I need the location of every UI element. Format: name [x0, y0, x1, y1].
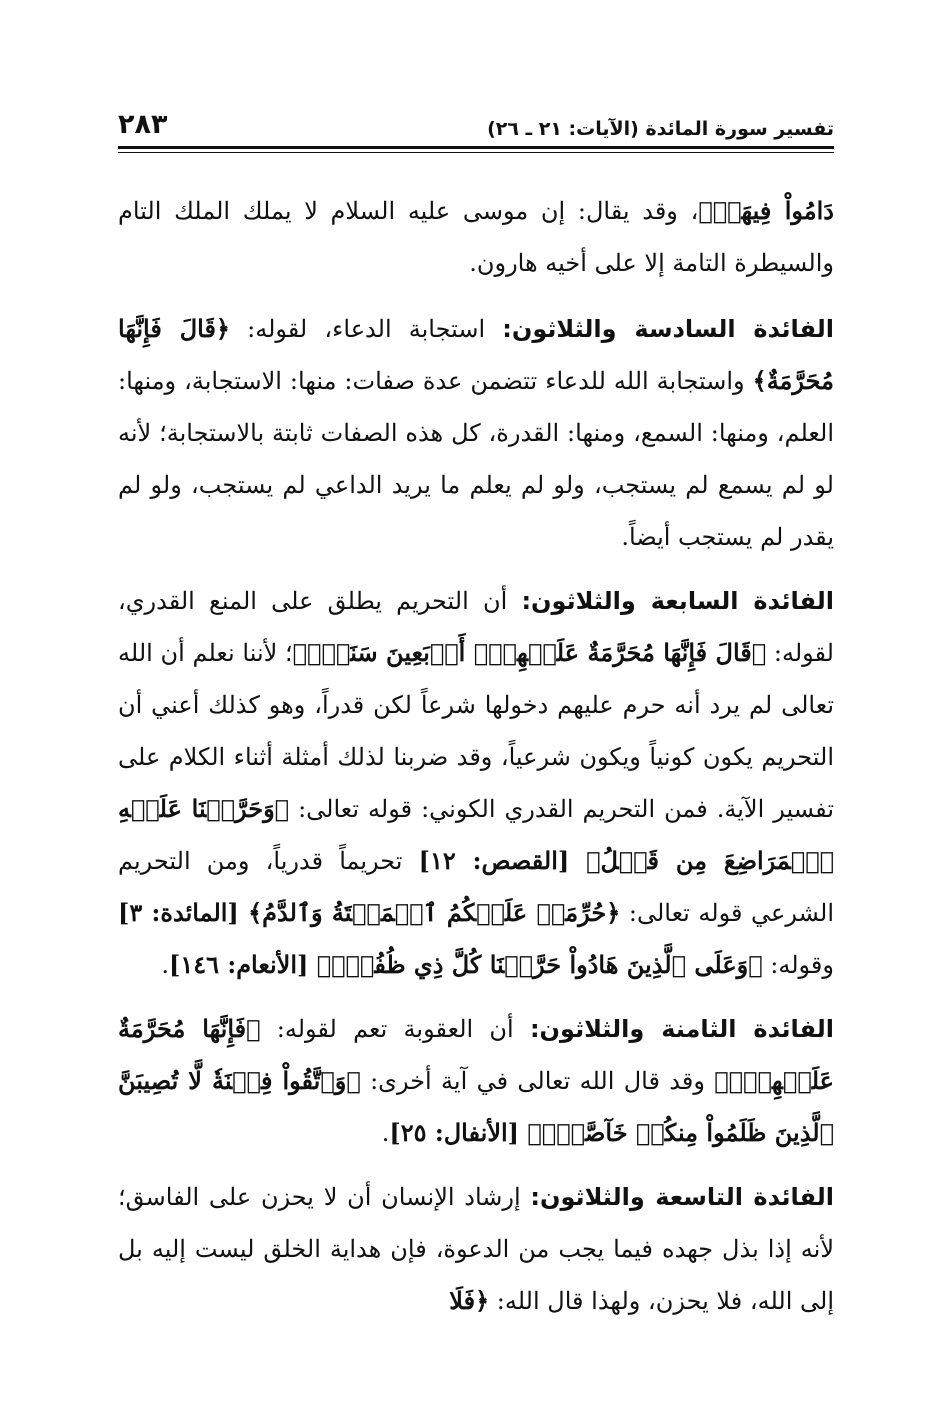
- body-text: [118, 185, 834, 1327]
- header-rule-thick: [118, 146, 834, 149]
- paragraph-benefit-36: [118, 303, 834, 563]
- body-text-run: .: [161, 951, 169, 979]
- body-text-run: وقوله:: [762, 951, 834, 979]
- quran-verse: ﴿قَالَ فَإِنَّهَا مُحَرَّمَةٌ﴾: [118, 314, 834, 395]
- verse-reference: [المائدة: ٣]: [118, 898, 249, 927]
- body-text-run: تحريماً قدرياً، ومن التحريم الشرعي قوله تعالى:: [118, 847, 835, 927]
- verse-reference: [القصص: ١٢]: [418, 846, 587, 875]
- paragraph-benefit-39: [118, 1171, 834, 1327]
- paragraph-continuation: [118, 185, 834, 289]
- body-text-run: أن التحريم يطلق على المنع القدري، لقوله:: [118, 587, 834, 667]
- paragraph-benefit-38: [118, 1003, 834, 1159]
- body-text-run: ، وقد يقال: إن موسى عليه السلام لا يملك الملك التام والسيطرة التامة إلا على أخيه هارون.: [118, 197, 834, 277]
- verse-reference: [الأنعام: ١٤٦]: [168, 950, 317, 979]
- body-text-run: واستجابة الله للدعاء تتضمن عدة صفات: منها: الاستجابة، ومنها: العلم، ومنها: السمع، ومنها: القدرة، كل هذه الصفات ثابتة بالاستجابة؛ لأنه لو لم يسمع لم يستجب، ولو لم يعلم ما يريد الداعي لم يستجب، ولو لم يقدر لم يستجب أيضاً.: [118, 367, 834, 551]
- page-number: ٢٨٣: [118, 109, 168, 140]
- quran-verse: ﴿وَعَلَى ٱلَّذِينَ هَادُواْ حَرَّمۡنَا كُلَّ ذِي ظُفُرٖۖ﴾: [316, 950, 763, 979]
- quran-verse: ﴿قَالَ فَإِنَّهَا مُحَرَّمَةٌ عَلَيۡهِمۡۛ أَرۡبَعِينَ سَنَةٗۛ﴾: [292, 638, 767, 667]
- verse-reference: [الأنفال: ٢٥]: [389, 1118, 528, 1147]
- page-header: [118, 96, 834, 140]
- quran-verse: دَامُواْ فِيهَاۖ﴾: [698, 196, 834, 225]
- book-page: [118, 96, 834, 1339]
- quran-verse: ﴿فَلَا: [449, 1286, 490, 1315]
- body-text-run: استجابة الدعاء، لقوله:: [229, 315, 503, 343]
- quran-verse: ﴿حُرِّمَتۡ عَلَيۡكُمُ ٱلۡمَيۡتَةُ وَٱلدَّمُ﴾: [248, 898, 621, 927]
- quran-verse: ﴿وَٱتَّقُواْ فِتۡنَةٗ لَّا تُصِيبَنَّ ٱلَّذِينَ ظَلَمُواْ مِنكُمۡ خَآصَّةٗۖ﴾: [118, 1066, 834, 1147]
- benefit-heading: الفائدة السادسة والثلاثون:: [502, 315, 834, 343]
- benefit-heading: الفائدة السابعة والثلاثون:: [521, 587, 834, 615]
- running-title: تفسير سورة المائدة (الآيات: ٢١ ـ ٢٦): [487, 118, 834, 140]
- benefit-heading: الفائدة التاسعة والثلاثون:: [530, 1183, 834, 1211]
- quran-verse: ﴿وَحَرَّمۡنَا عَلَيۡهِ ٱلۡمَرَاضِعَ مِن قَبۡلُ﴾: [118, 794, 834, 875]
- body-text-run: .: [381, 1119, 390, 1147]
- quran-verse: ﴿فَإِنَّهَا مُحَرَّمَةٌ عَلَيۡهِمۡۛ﴾: [118, 1014, 834, 1095]
- header-rule-thin: [118, 152, 834, 153]
- body-text-run: إرشاد الإنسان أن لا يحزن على الفاسق؛ لأنه إذا بذل جهده فيما يجب من الدعوة، فإن هداية الخلق ليست إليه بل إلى الله، فلا يحزن، ولهذا قال الله:: [118, 1183, 834, 1315]
- body-text-run: أن العقوبة تعم لقوله:: [260, 1015, 530, 1043]
- body-text-run: ؛ لأننا نعلم أن الله تعالى لم يرد أنه حرم عليهم دخولها شرعاً لكن قدراً، وهو كذلك أعني أن التحريم يكون كونياً ويكون شرعياً، وقد ضربنا لذلك أمثلة أثناء الكلام على تفسير الآية. فمن التحريم القدري الكوني: قوله تعالى:: [118, 639, 835, 823]
- paragraph-benefit-37: [118, 575, 834, 991]
- body-text-run: وقد قال الله تعالى في آية أخرى:: [360, 1067, 715, 1095]
- benefit-heading: الفائدة الثامنة والثلاثون:: [529, 1015, 834, 1043]
